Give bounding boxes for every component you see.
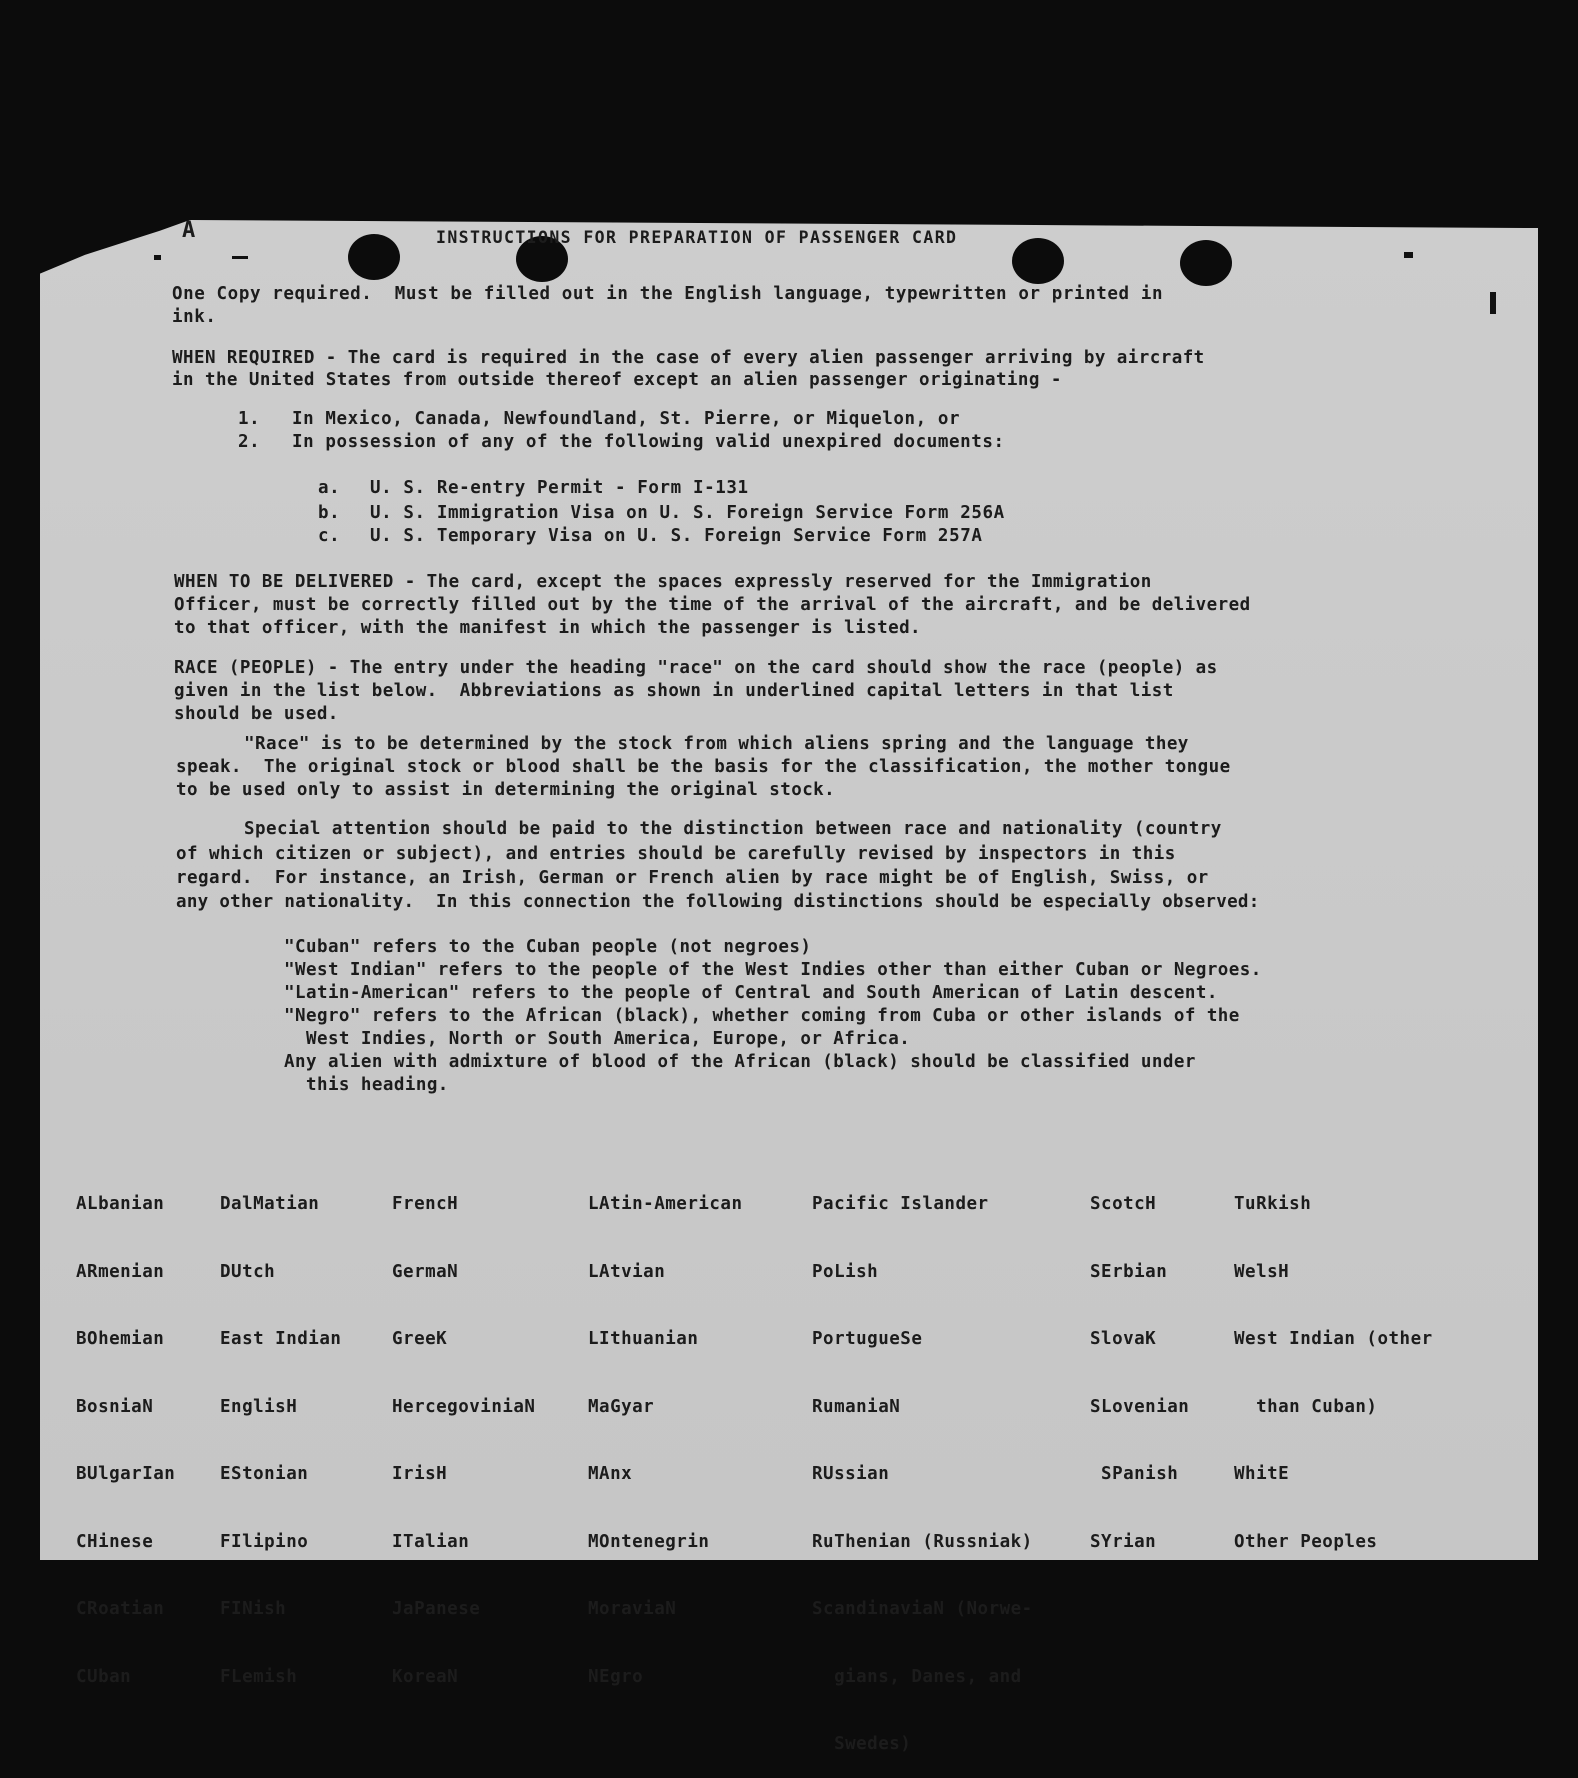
- distinction-line: "Latin-American" refers to the people of Central and South American of Latin descent.: [284, 983, 1218, 1003]
- race-definition-line: to be used only to assist in determining the original stock.: [176, 780, 836, 800]
- subitem-letter: c.: [318, 526, 341, 546]
- race-column: [1090, 1148, 1189, 1576]
- race-item: BosniaN: [76, 1396, 154, 1417]
- race-intro-line: RACE (PEOPLE) - The entry under the heading "race" on the card should show the race (people) as: [174, 658, 1218, 678]
- race-item: ScotcH: [1090, 1194, 1157, 1214]
- subitem-text: U. S. Re-entry Permit - Form I-131: [370, 478, 749, 498]
- race-item: CUban: [76, 1666, 132, 1687]
- race-item: MAnx: [588, 1464, 633, 1484]
- race-column: [220, 1148, 341, 1711]
- copy-note-line: ink.: [172, 307, 217, 327]
- race-item: CHinese: [76, 1531, 154, 1552]
- when-delivered-line: WHEN TO BE DELIVERED - The card, except the spaces expressly reserved for the Immigration: [174, 572, 1152, 592]
- item-number: 2.: [238, 432, 261, 452]
- race-item: TuRkish: [1234, 1194, 1312, 1214]
- race-item: RuThenian (Russniak): [812, 1531, 1033, 1552]
- race-item: ITalian: [392, 1531, 470, 1552]
- when-delivered-line: Officer, must be correctly filled out by the time of the arrival of the aircraft, and be delivered: [174, 595, 1251, 615]
- race-item: HercegoviniaN: [392, 1396, 536, 1417]
- race-item: GreeK: [392, 1329, 448, 1349]
- race-item: KoreaN: [392, 1666, 459, 1687]
- race-item: FLemish: [220, 1666, 298, 1687]
- race-intro-line: given in the list below. Abbreviations as shown in underlined capital letters in that list: [174, 681, 1174, 701]
- race-item: ARmenian: [76, 1261, 165, 1282]
- race-item: EnglisH: [220, 1396, 298, 1417]
- race-column: [812, 1148, 1033, 1778]
- race-item: SErbian: [1090, 1261, 1168, 1282]
- distinction-line: "West Indian" refers to the people of the West Indies other than either Cuban or Negroes.: [284, 960, 1262, 980]
- subitem-text: U. S. Temporary Visa on U. S. Foreign Service Form 257A: [370, 526, 983, 546]
- race-item: CRoatian: [76, 1599, 165, 1619]
- race-item: FINish: [220, 1599, 287, 1619]
- race-column: [76, 1148, 175, 1711]
- page-title: INSTRUCTIONS FOR PREPARATION OF PASSENGER CARD: [436, 228, 958, 247]
- distinction-line: Any alien with admixture of blood of the African (black) should be classified under: [284, 1052, 1196, 1072]
- race-definition-line: speak. The original stock or blood shall be the basis for the classification, the mother tongue: [176, 757, 1231, 777]
- special-attention-line: any other nationality. In this connection the following distinctions should be especially observed:: [176, 892, 1260, 912]
- race-item: than Cuban): [1234, 1396, 1378, 1417]
- distinction-line: "Negro" refers to the African (black), whether coming from Cuba or other islands of the: [284, 1006, 1240, 1026]
- copy-note-line: One Copy required. Must be filled out in the English language, typewritten or printed in: [172, 284, 1164, 304]
- distinction-line: "Cuban" refers to the Cuban people (not negroes): [284, 937, 812, 957]
- race-item: ScandinaviaN (Norwe-: [812, 1599, 1033, 1619]
- special-attention-line: regard. For instance, an Irish, German or French alien by race might be of English, Swiss, or: [176, 868, 1209, 888]
- race-item: Pacific Islander: [812, 1194, 989, 1214]
- race-item: IrisH: [392, 1464, 448, 1484]
- punch-hole: [1180, 240, 1232, 286]
- race-item: BUlgarIan: [76, 1464, 176, 1484]
- race-item: LAtin-American: [588, 1194, 743, 1214]
- race-item: SPanish: [1090, 1464, 1179, 1484]
- special-attention-line: Special attention should be paid to the distinction between race and nationality (country: [244, 819, 1222, 839]
- race-item: MoraviaN: [588, 1599, 677, 1619]
- subitem-text: U. S. Immigration Visa on U. S. Foreign Service Form 256A: [370, 503, 1005, 523]
- distinction-line: West Indies, North or South America, Europe, or Africa.: [284, 1029, 911, 1049]
- race-item: West Indian (other: [1234, 1329, 1433, 1349]
- item-text: In possession of any of the following valid unexpired documents:: [292, 432, 1005, 452]
- special-attention-line: of which citizen or subject), and entries should be carefully revised by inspectors in this: [176, 844, 1176, 864]
- race-item: MaGyar: [588, 1396, 655, 1417]
- race-item: Swedes): [812, 1734, 912, 1754]
- race-item: GermaN: [392, 1261, 459, 1282]
- race-item: FrencH: [392, 1194, 459, 1214]
- race-item: SYrian: [1090, 1531, 1157, 1552]
- race-item: SLovenian: [1090, 1396, 1190, 1417]
- subitem-letter: a.: [318, 478, 341, 498]
- ink-speck: [232, 256, 248, 259]
- item-text: In Mexico, Canada, Newfoundland, St. Pierre, or Miquelon, or: [292, 409, 961, 429]
- race-column: [392, 1148, 535, 1711]
- race-item: Other Peoples: [1234, 1531, 1378, 1552]
- race-item: MOntenegrin: [588, 1531, 710, 1552]
- race-item: NEgro: [588, 1666, 644, 1687]
- race-column: [1234, 1148, 1433, 1576]
- race-item: WhitE: [1234, 1464, 1290, 1484]
- race-item: DalMatian: [220, 1194, 320, 1214]
- race-item: LAtvian: [588, 1261, 666, 1282]
- when-delivered-line: to that officer, with the manifest in which the passenger is listed.: [174, 618, 922, 638]
- race-item: BOhemian: [76, 1329, 165, 1349]
- race-column: [588, 1148, 743, 1711]
- race-item: East Indian: [220, 1329, 342, 1349]
- race-item: FIlipino: [220, 1531, 309, 1552]
- item-number: 1.: [238, 409, 261, 429]
- when-required-line: WHEN REQUIRED - The card is required in the case of every alien passenger arriving by aircraft: [172, 348, 1205, 368]
- race-item: JaPanese: [392, 1599, 481, 1619]
- race-item: WelsH: [1234, 1261, 1290, 1282]
- race-item: SlovaK: [1090, 1329, 1157, 1349]
- race-item: EStonian: [220, 1464, 309, 1484]
- race-item: RumaniaN: [812, 1396, 901, 1417]
- punch-hole: [348, 234, 400, 280]
- race-item: PoLish: [812, 1261, 879, 1282]
- when-required-line: in the United States from outside thereof except an alien passenger originating -: [172, 370, 1062, 390]
- ink-speck: [1404, 252, 1413, 258]
- distinction-line: this heading.: [284, 1075, 449, 1095]
- race-item: LIthuanian: [588, 1329, 699, 1349]
- ink-speck: [154, 255, 161, 260]
- page-letter: A: [182, 218, 196, 243]
- race-item: gians, Danes, and: [812, 1666, 1022, 1687]
- race-item: ALbanian: [76, 1194, 165, 1214]
- ink-speck: [1490, 292, 1496, 314]
- race-item: PortugueSe: [812, 1329, 923, 1349]
- subitem-letter: b.: [318, 503, 341, 523]
- punch-hole: [1012, 238, 1064, 284]
- race-item: RUssian: [812, 1464, 890, 1484]
- race-definition-line: "Race" is to be determined by the stock from which aliens spring and the language they: [244, 734, 1189, 754]
- race-item: DUtch: [220, 1261, 276, 1282]
- race-intro-line: should be used.: [174, 704, 339, 724]
